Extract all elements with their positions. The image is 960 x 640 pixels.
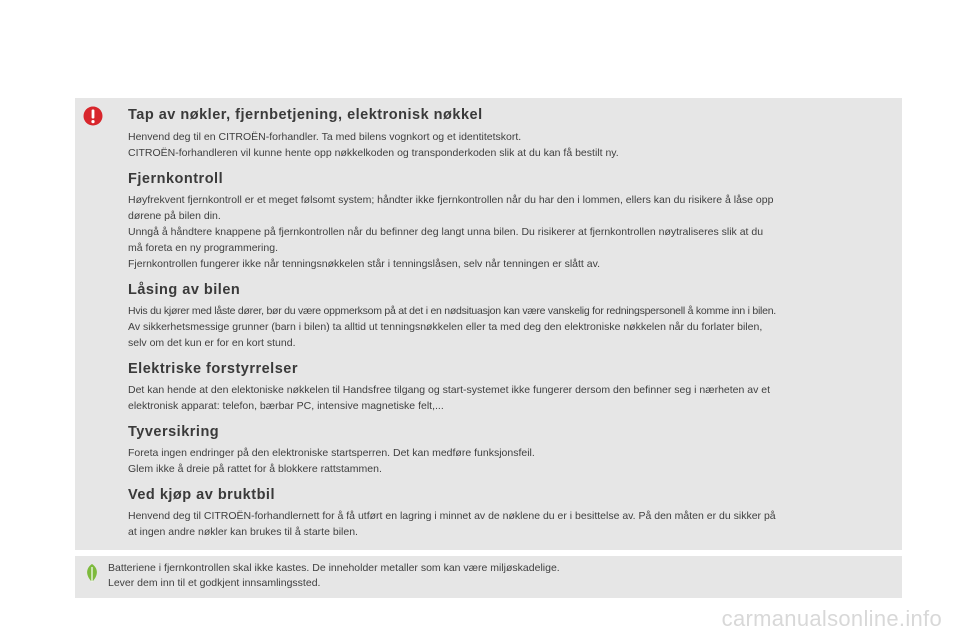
watermark: carmanualsonline.info [721, 606, 942, 631]
section-line: dørene på bilen din. [128, 210, 221, 222]
section-title: Tap av nøkler, fjernbetjening, elektronisk nøkkel [128, 107, 483, 123]
section-used-car [128, 487, 898, 540]
environment-note-box [75, 556, 902, 598]
environment-line: Lever dem inn til et godkjent innsamlingssted. [108, 577, 321, 589]
warning-box [75, 98, 902, 550]
section-line: må foreta en ny programmering. [128, 242, 278, 254]
section-line: Henvend deg til CITROËN-forhandlernett for å få utført en lagring i minnet av de nøklene du er i besittelse av. På den måten er du sikker på [128, 510, 776, 522]
section-title: Elektriske forstyrrelser [128, 361, 298, 377]
section-line: at ingen andre nøkler kan brukes til å starte bilen. [128, 526, 358, 538]
section-title: Tyversikring [128, 424, 220, 440]
section-line: CITROËN-forhandleren vil kunne hente opp nøkkelkoden og transponderkoden slik at du kan få bestilt ny. [128, 147, 619, 159]
section-title: Ved kjøp av bruktbil [128, 487, 275, 503]
section-title: Låsing av bilen [128, 282, 241, 298]
section-remote-control [128, 171, 898, 272]
section-title: Fjernkontroll [128, 171, 224, 187]
section-line: Fjernkontrollen fungerer ikke når tenningsnøkkelen står i tenningslåsen, selv når tenningen er slått av. [128, 258, 600, 270]
environment-note-text [108, 561, 888, 591]
section-line: Av sikkerhetsmessige grunner (barn i bilen) ta alltid ut tenningsnøkkelen eller ta med deg den elektroniske nøkkelen når du forlater bilen, [128, 321, 763, 333]
section-line: Henvend deg til en CITROËN-forhandler. Ta med bilens vognkort og et identitetskort. [128, 131, 522, 143]
warning-exclamation-icon [83, 106, 103, 126]
section-line: Glem ikke å dreie på rattet for å blokkere rattstammen. [128, 463, 382, 475]
section-electrical-interference [128, 361, 898, 414]
section-anti-theft [128, 424, 898, 477]
environment-line: Batteriene i fjernkontrollen skal ikke kastes. De inneholder metaller som kan være miljøskadelige. [108, 562, 560, 574]
section-line: Unngå å håndtere knappene på fjernkontrollen når du befinner deg langt unna bilen. Du risikerer at fjernkontrollen nøytraliseres slik at du [128, 226, 764, 238]
section-key-loss [128, 107, 898, 161]
section-line: Hvis du kjører med låste dører, bør du være oppmerksom på at det i en nødsituasjon kan være vanskelig for redningspersonell å komme inn i bilen. [128, 305, 776, 317]
section-line: selv om det kun er for en kort stund. [128, 337, 296, 349]
section-line: Det kan hende at den elektoniske nøkkelen til Handsfree tilgang og start-systemet ikke fungerer dersom den befinner seg i nærheten av et [128, 384, 771, 396]
section-line: Høyfrekvent fjernkontroll er et meget følsomt system; håndter ikke fjernkontrollen når du har den i lommen, ellers kan du risikere å låse opp [128, 194, 774, 206]
section-locking [128, 282, 898, 351]
green-leaf-icon [84, 563, 100, 583]
section-line: Foreta ingen endringer på den elektroniske startsperren. Det kan medføre funksjonsfeil. [128, 447, 535, 459]
warning-content [128, 107, 898, 550]
section-line: elektronisk apparat: telefon, bærbar PC, intensive magnetiske felt,... [128, 400, 444, 412]
